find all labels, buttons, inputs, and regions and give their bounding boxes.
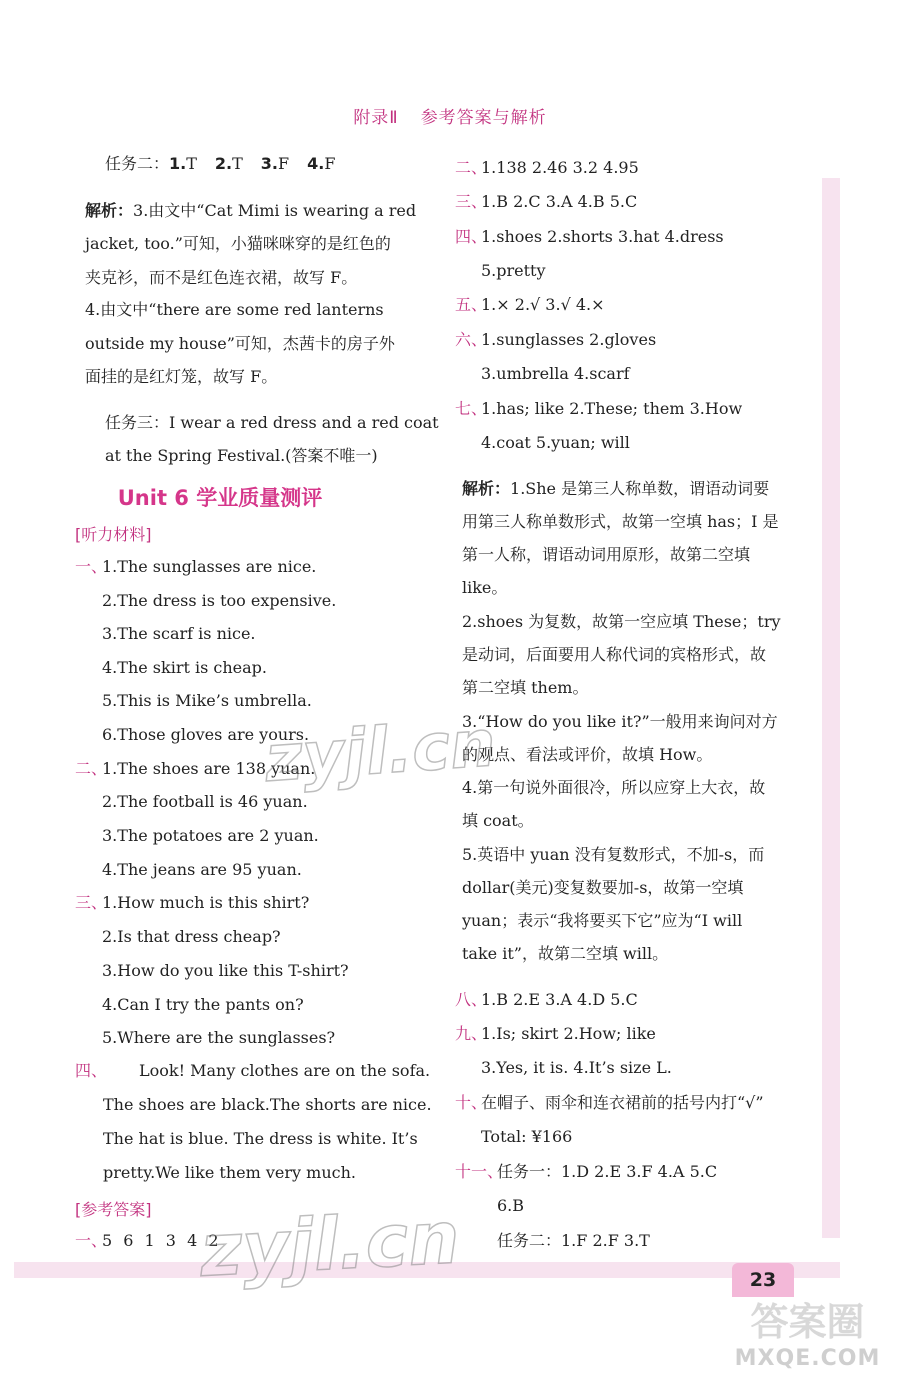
answer-number: 2. [214,154,233,173]
analysis-line: 3.“How do you like it?”一般用来询问对方 [462,712,778,731]
task2-answers [169,154,353,173]
listening-label: [听力材料] [75,525,152,544]
analysis-line: yuan；表示“我将要买下它”应为“I will [462,911,743,930]
passage-line: Look! Many clothes are on the sofa. [139,1061,431,1080]
section-label: 八、 [455,990,488,1009]
listening-item: 4.The jeans are 95 yuan. [102,860,302,879]
answer-row: 任务二：1.F 2.F 3.T [497,1231,650,1250]
section-label: 九、 [455,1024,488,1043]
listening-item: 2.The football is 46 yuan. [102,792,308,811]
answer-row: Total: ¥166 [481,1127,573,1146]
listening-item: 1.How much is this shirt? [102,893,310,912]
answer-row: 1.has; like 2.These; them 3.How [481,399,743,418]
answer-row: 1.B 2.C 3.A 4.B 5.C [481,192,638,211]
header-appendix: 附录Ⅱ [353,108,399,128]
unit-title: Unit 6 学业质量测评 [117,486,323,510]
answer-row: 5.pretty [481,261,546,280]
analysis-line: 填 coat。 [462,811,534,830]
section-label: 二、 [455,158,488,177]
listening-item: 6.Those gloves are yours. [102,725,310,744]
listening-item: 1.The sunglasses are nice. [102,557,317,576]
listening-item: 5.Where are the sunglasses? [102,1028,336,1047]
listening-item: 1.The shoes are 138 yuan. [102,759,316,778]
listening-item: 4.The skirt is cheap. [102,658,267,677]
answer-row: 1.Is; skirt 2.How; like [481,1024,656,1043]
analysis-line: 是动词，后面要用人称代词的宾格形式，故 [462,645,767,664]
listening-item: 5.This is Mike’s umbrella. [102,691,312,710]
answer-row: 1.shoes 2.shorts 3.hat 4.dress [481,227,724,246]
listening-item: 2.The dress is too expensive. [102,591,337,610]
section-label: 一、 [75,1231,108,1250]
section-label: 四、 [75,1061,108,1080]
answer-sequence: 5 6 1 3 4 2 [102,1231,219,1250]
answer-row: 3.Yes, it is. 4.It’s size L. [481,1058,672,1077]
section-label: 十一、 [455,1162,504,1181]
listening-item: 2.Is that dress cheap? [102,927,281,946]
section-label: 十、 [455,1093,488,1112]
analysis-line: 用第三人称单数形式，故第一空填 has；I 是 [462,512,779,531]
answer-number: 1. [169,154,187,173]
answer-row: 4.coat 5.yuan; will [481,433,630,452]
passage-line: pretty.We like them very much. [103,1163,356,1182]
watermark-text: zyjl.cn [197,1195,462,1293]
analysis-line: 夹克衫，而不是红色连衣裙，故写 F。 [85,268,358,287]
page-header [0,103,900,128]
analysis-line: 解析：1.She 是第三人称单数，谓语动词要 [462,479,770,498]
analysis-line: dollar(美元)变复数要加-s，故第一空填 [462,878,744,897]
analysis-line: outside my house”可知，杰茜卡的房子外 [85,334,395,353]
logo-url: MXQE.COM [734,1346,881,1371]
analysis-line: 4.第一句说外面很冷，所以应穿上大衣，故 [462,778,766,797]
answer-row: 1.138 2.46 3.2 4.95 [481,158,639,177]
section-label: 三、 [455,192,488,211]
listening-item: 3.How do you like this T-shirt? [102,961,349,980]
task3-line: at the Spring Festival.(答案不唯一) [105,446,378,465]
listening-item: 4.Can I try the pants on? [102,995,304,1014]
analysis-line: jacket, too.”可知，小猫咪咪穿的是红色的 [85,234,391,253]
task3-line: 任务三：I wear a red dress and a red coat [105,413,439,432]
answer-value: T [232,154,243,173]
analysis-line: 的观点、看法或评价，故填 How。 [462,745,713,764]
listening-item: 3.The potatoes are 2 yuan. [102,826,319,845]
analysis-line: 第二空填 them。 [462,678,589,697]
header-title: 参考答案与解析 [420,108,547,128]
analysis-line: 第一人称，谓语动词用原形，故第二空填 [462,545,751,564]
watermark-text: zyjl.cn [262,707,498,797]
answers-label: [参考答案] [75,1200,152,1219]
analysis-line: 4.由文中“there are some red lanterns [85,300,384,319]
section-label: 六、 [455,330,488,349]
analysis-line: 2.shoes 为复数，故第一空应填 These；try [462,612,781,631]
watermark-logo [720,1298,895,1390]
analysis-line: 面挂的是红灯笼，故写 F。 [85,367,278,386]
task2-row: 任务二：1.T 2.T 3.F 4.F [105,154,353,174]
answer-row: 任务一：1.D 2.E 3.F 4.A 5.C [497,1162,718,1181]
answer-row: 6.B [497,1196,525,1215]
logo-text: 答案圈 [750,1300,865,1344]
listening-item: 3.The scarf is nice. [102,624,256,643]
answer-row: 3.umbrella 4.scarf [481,364,630,383]
passage-line: The shoes are black.The shorts are nice. [103,1095,432,1114]
answer-value: T [186,154,197,173]
section-label: 一、 [75,557,108,576]
answer-row: 1.× 2.√ 3.√ 4.× [481,295,605,314]
answer-row: 在帽子、雨伞和连衣裙前的括号内打“√” [481,1093,764,1112]
page-edge-strip [822,178,840,1238]
answer-row: 1.B 2.E 3.A 4.D 5.C [481,990,638,1009]
analysis-line: 5.英语中 yuan 没有复数形式，不加-s，而 [462,845,765,864]
passage-line: The hat is blue. The dress is white. It’s [103,1129,418,1148]
analysis-line: 解析：3.由文中“Cat Mimi is wearing a red [85,201,417,220]
answer-value: F [324,154,336,173]
section-label: 五、 [455,295,488,314]
section-label: 三、 [75,893,108,912]
analysis-line: like。 [462,578,508,597]
answer-row: 1.sunglasses 2.gloves [481,330,657,349]
page-number: 23 [732,1263,794,1297]
section-label: 七、 [455,399,488,418]
section-label: 二、 [75,759,108,778]
section-label: 四、 [455,227,488,246]
answer-number: 3. [260,154,279,173]
analysis-line: take it”，故第二空填 will。 [462,944,669,963]
answer-number: 4. [307,154,325,173]
answer-value: F [278,154,290,173]
